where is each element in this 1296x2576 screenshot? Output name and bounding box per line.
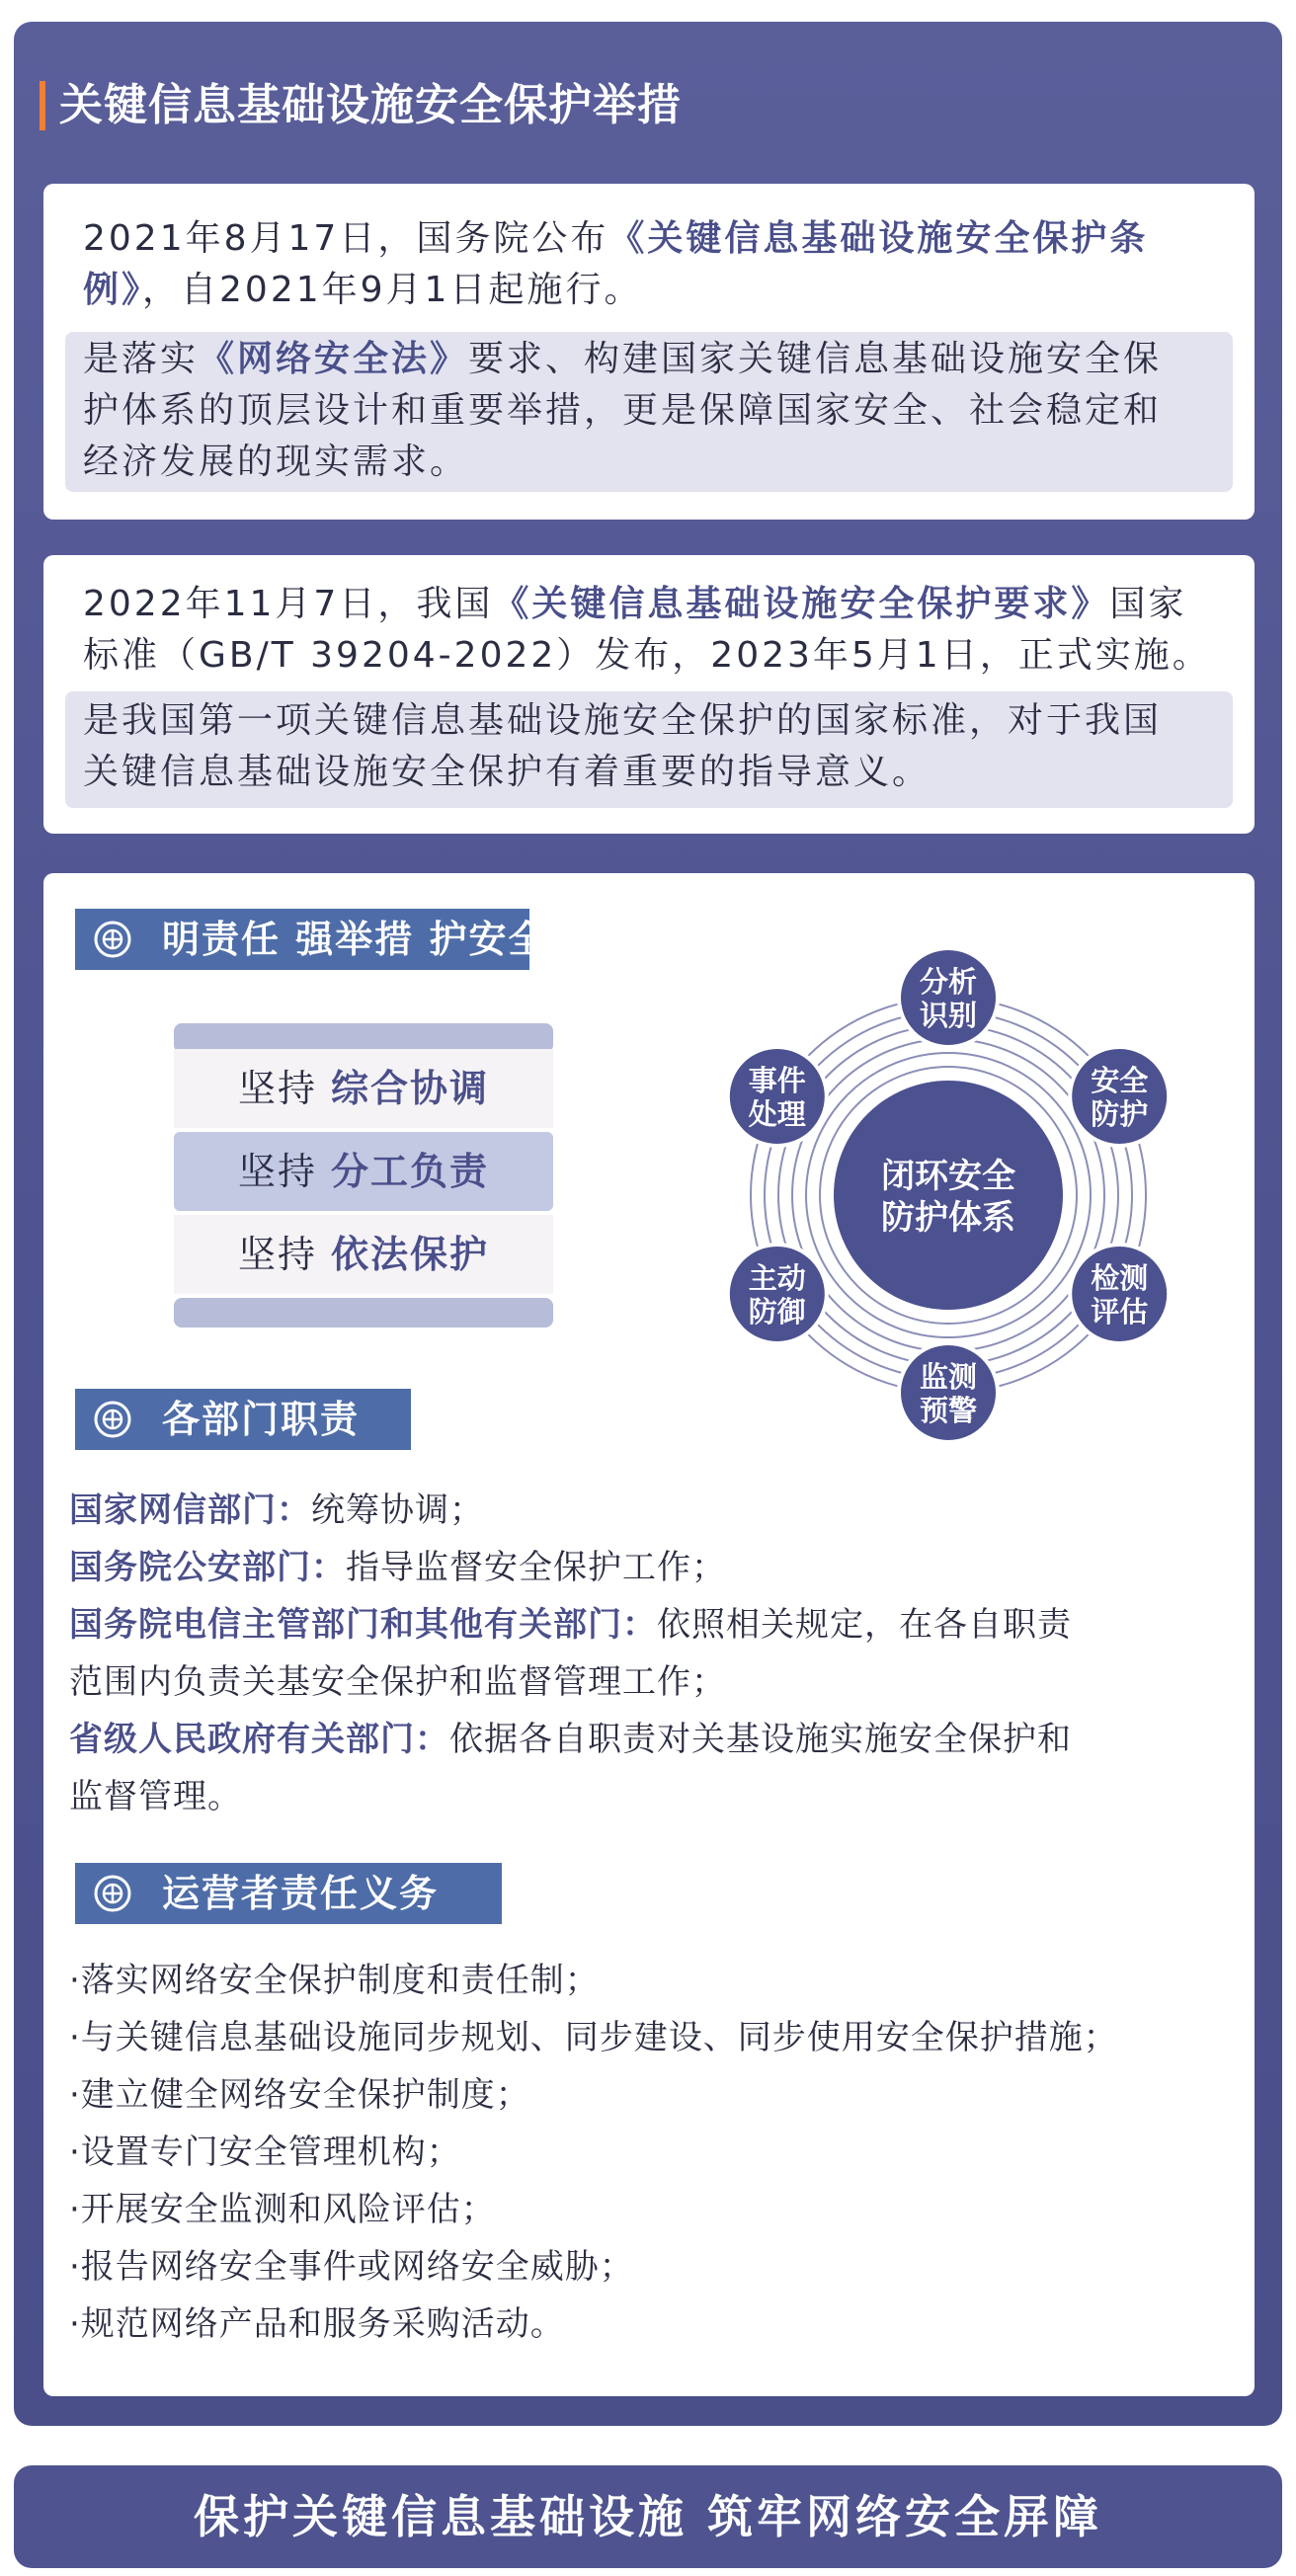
cycle-node-label: 监测 <box>919 1360 978 1394</box>
cycle-node-label: 评估 <box>1091 1295 1149 1328</box>
card1-line3-text-end: 要求、构建国家关键信息基础设施安全保 <box>468 339 1163 379</box>
card2-line1 <box>83 579 1186 630</box>
section-tab-operators <box>75 1863 502 1924</box>
card1-line1 <box>83 213 1148 265</box>
main-title: 关键信息基础设施安全保护举措 <box>59 80 682 130</box>
dept-line <box>69 1543 726 1592</box>
dept-name: 省级人民政府有关部门： <box>69 1720 449 1759</box>
footer-slogan: 保护关键信息基础设施 筑牢网络安全屏障 <box>14 2465 1282 2568</box>
dept-duty: 指导监督安全保护工作； <box>346 1548 726 1587</box>
card1-line2-highlight: 例》 <box>83 270 143 310</box>
dept-line <box>69 1486 484 1535</box>
cycle-node-label: 识别 <box>919 999 978 1032</box>
principle-value: 依法保护 <box>331 1233 490 1276</box>
duty-item: ·与关键信息基础设施同步规划、同步建设、同步使用安全保护措施； <box>69 2018 1118 2057</box>
cycle-node-label: 安全 <box>1091 1064 1149 1097</box>
card2-line1-highlight: 《关键信息基础设施安全保护要求》 <box>493 584 1110 624</box>
closed-loop-diagram <box>682 928 1215 1462</box>
principle-row <box>174 1215 553 1294</box>
cycle-node-label: 预警 <box>919 1394 978 1427</box>
stack-cap-bottom <box>174 1298 553 1328</box>
center-label-line1: 闭环安全 <box>881 1157 1015 1196</box>
shield-icon <box>93 920 132 959</box>
shield-icon <box>93 1400 132 1439</box>
cycle-node <box>899 1343 998 1442</box>
dept-duty: 依据各自职责对关基设施实施安全保护和 <box>449 1720 1072 1759</box>
dept-name: 国务院电信主管部门和其他有关部门： <box>69 1605 657 1645</box>
cycle-node <box>1070 1047 1169 1146</box>
dept-line <box>69 1600 1072 1650</box>
card1-line3-highlight: 《网络安全法》 <box>199 339 469 379</box>
principle-prefix: 坚持 <box>237 1067 317 1110</box>
card-regulation <box>43 184 1255 520</box>
duty-item: ·开展安全监测和风险评估； <box>69 2190 496 2229</box>
section3-title: 运营者责任义务 <box>162 1872 440 1915</box>
card1-line4: 护体系的顶层设计和重要举措，更是保障国家安全、社会稳定和 <box>83 390 1163 431</box>
card2-line4: 关键信息基础设施安全保护有着重要的指导意义。 <box>83 752 932 792</box>
dept-name: 国家网信部门： <box>69 1490 311 1530</box>
card1-line5: 经济发展的现实需求。 <box>83 442 469 482</box>
card2-line1-text: 2022年11月7日，我国 <box>83 584 494 624</box>
dept-duty: 统筹协调； <box>311 1490 484 1530</box>
card1-line2 <box>83 265 642 316</box>
card2-line1-text-end: 国家 <box>1109 584 1187 624</box>
principle-prefix: 坚持 <box>237 1150 317 1193</box>
card1-line2-text: ，自2021年9月1日起施行。 <box>142 270 643 310</box>
dept-name: 国务院公安部门： <box>69 1548 346 1587</box>
cycle-node-label: 事件 <box>748 1064 806 1097</box>
principle-value: 分工负责 <box>331 1150 490 1193</box>
section-tab-responsibility <box>75 909 548 970</box>
dept-line <box>69 1715 1072 1764</box>
principle-value: 综合协调 <box>331 1067 490 1110</box>
cycle-node-label: 主动 <box>748 1261 806 1295</box>
card1-line3-text: 是落实 <box>83 339 200 379</box>
card2-line2: 标准（GB/T 39204-2022）发布，2023年5月1日，正式实施。 <box>83 635 1211 676</box>
cycle-node <box>728 1047 827 1146</box>
card1-line1-text: 2021年8月17日，国务院公布 <box>83 218 609 259</box>
card2-line3: 是我国第一项关键信息基础设施安全保护的国家标准，对于我国 <box>83 700 1163 741</box>
dept-line-cont: 监督管理。 <box>69 1777 242 1816</box>
cycle-node-label: 防御 <box>748 1295 806 1328</box>
card-standard <box>43 555 1255 834</box>
principle-row <box>174 1132 553 1211</box>
duty-item: ·规范网络产品和服务采购活动。 <box>69 2304 565 2344</box>
cycle-node <box>1070 1245 1169 1343</box>
cycle-node-label: 检测 <box>1091 1261 1149 1295</box>
dept-duty: 依照相关规定，在各自职责 <box>657 1605 1072 1645</box>
center-label-line2: 防护体系 <box>881 1198 1015 1238</box>
principles-stack <box>174 1023 553 1329</box>
cycle-node-label: 分析 <box>919 965 978 999</box>
duty-item: ·报告网络安全事件或网络安全威胁； <box>69 2247 634 2287</box>
title-accent-bar <box>40 81 45 130</box>
shield-icon <box>93 1874 132 1913</box>
section-tab-departments <box>75 1389 411 1450</box>
principle-row <box>174 1049 553 1128</box>
cycle-node-label: 防护 <box>1091 1097 1149 1131</box>
cycle-node <box>899 948 998 1047</box>
section1-title: 明责任 强举措 护安全 <box>162 918 548 961</box>
cycle-node <box>728 1245 827 1343</box>
section2-title: 各部门职责 <box>162 1398 361 1441</box>
duty-item: ·落实网络安全保护制度和责任制； <box>69 1961 600 2000</box>
card1-line3 <box>83 334 1162 385</box>
principle-prefix: 坚持 <box>237 1233 317 1276</box>
duty-item: ·设置专门安全管理机构； <box>69 2133 461 2172</box>
card1-line1-highlight: 《关键信息基础设施安全保护条 <box>608 218 1149 259</box>
duty-item: ·建立健全网络安全保护制度； <box>69 2075 530 2115</box>
cycle-node-label: 处理 <box>748 1097 806 1131</box>
dept-line-cont: 范围内负责关基安全保护和监督管理工作； <box>69 1662 726 1702</box>
